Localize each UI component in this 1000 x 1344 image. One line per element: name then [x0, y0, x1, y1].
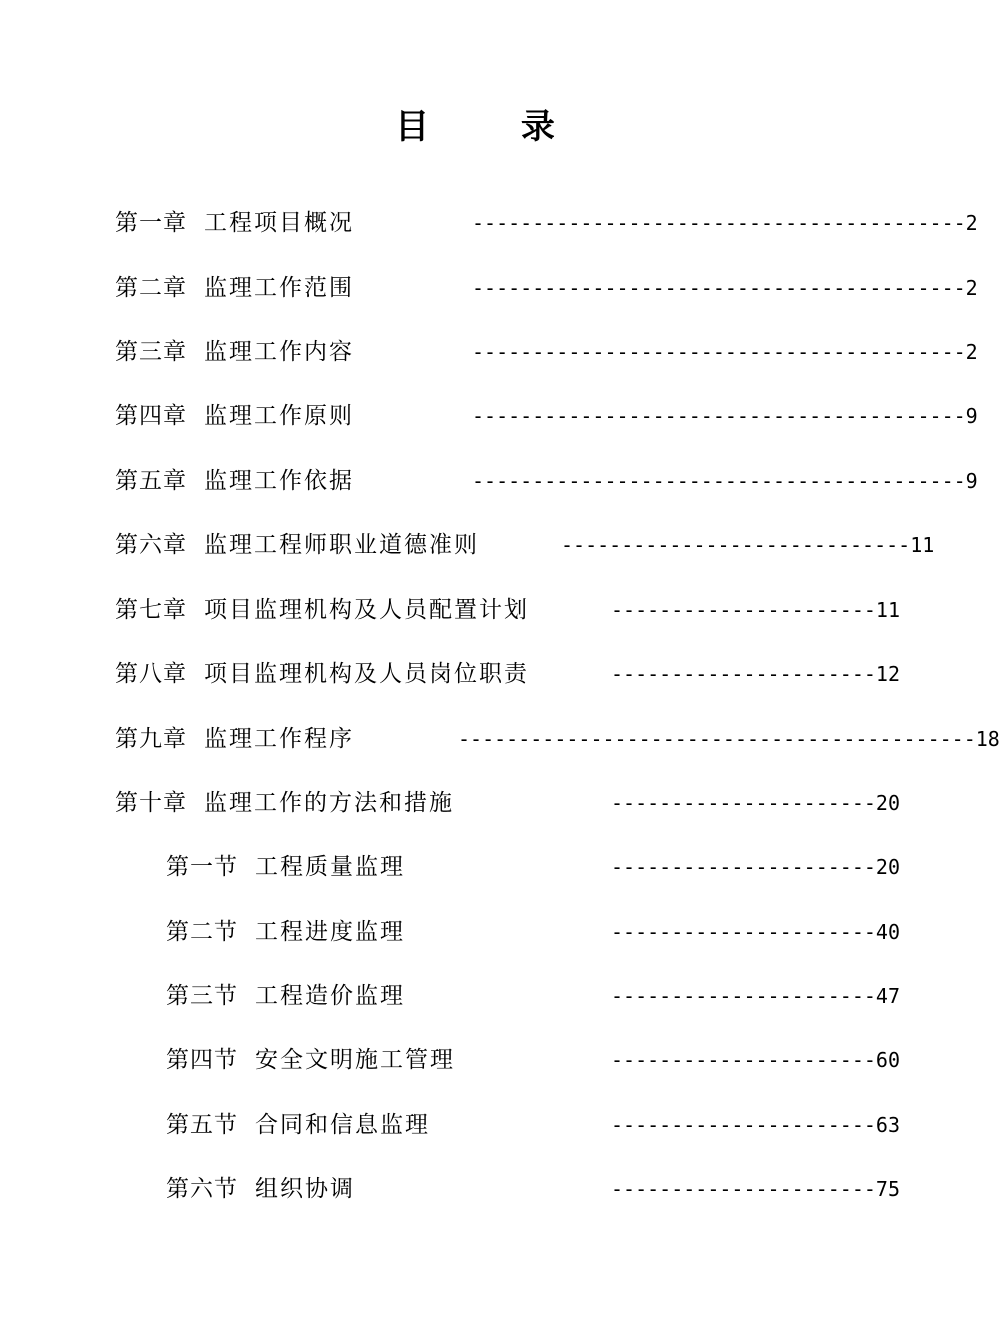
toc-entry-leader-page: -----------------------------------------9 — [472, 404, 978, 428]
toc-entry-leader-page: ----------------------11 — [611, 598, 900, 622]
toc-entry-number: 第八章 — [115, 661, 187, 687]
toc-entry-chapter-9[interactable] — [115, 722, 1000, 756]
toc-entry-number: 第二节 — [166, 919, 238, 945]
toc-entry-title: 工程质量监理 — [255, 854, 405, 880]
toc-entry-chapter-10[interactable] — [115, 786, 900, 820]
toc-entry-number: 第三节 — [166, 983, 238, 1009]
toc-entry-leader-page: ----------------------20 — [611, 791, 900, 815]
toc-entry-chapter-6[interactable] — [115, 528, 935, 562]
toc-entry-number: 第十章 — [115, 790, 187, 816]
toc-entry-leader-page: -----------------------------------------9 — [472, 469, 978, 493]
toc-entry-section-5[interactable] — [166, 1108, 900, 1142]
toc-entry-leader-page: ----------------------12 — [611, 662, 900, 686]
toc-entry-title: 监理工作范围 — [204, 275, 354, 301]
toc-entry-title: 项目监理机构及人员配置计划 — [204, 597, 529, 623]
toc-entry-title: 合同和信息监理 — [255, 1112, 430, 1138]
toc-entry-number: 第四章 — [115, 403, 187, 429]
toc-entry-leader-page: ----------------------63 — [611, 1113, 900, 1137]
toc-entry-title: 监理工程师职业道德准则 — [204, 532, 479, 558]
toc-entry-number: 第七章 — [115, 597, 187, 623]
toc-entry-section-2[interactable] — [166, 915, 900, 949]
toc-entry-title: 监理工作原则 — [204, 403, 354, 429]
toc-entry-leader-page: ----------------------40 — [611, 920, 900, 944]
toc-entry-chapter-7[interactable] — [115, 593, 900, 627]
page-title: 目 录 — [395, 107, 595, 147]
toc-entry-leader-page: -------------------------------------------18 — [458, 727, 1000, 751]
toc-entry-number: 第四节 — [166, 1047, 238, 1073]
toc-entry-section-6[interactable] — [166, 1172, 900, 1206]
toc-entry-chapter-4[interactable] — [115, 399, 978, 433]
toc-entry-leader-page: -----------------------------------------2 — [472, 340, 978, 364]
toc-entry-leader-page: ----------------------47 — [611, 984, 900, 1008]
toc-entry-number: 第九章 — [115, 726, 187, 752]
toc-entry-title: 项目监理机构及人员岗位职责 — [204, 661, 529, 687]
toc-entry-leader-page: -----------------------------------------2 — [472, 211, 978, 235]
toc-entry-chapter-8[interactable] — [115, 657, 900, 691]
toc-entry-title: 工程造价监理 — [255, 983, 405, 1009]
toc-entry-title: 工程进度监理 — [255, 919, 405, 945]
toc-entry-leader-page: ----------------------75 — [611, 1177, 900, 1201]
toc-entry-title: 安全文明施工管理 — [255, 1047, 455, 1073]
toc-entry-chapter-1[interactable] — [115, 206, 978, 240]
toc-entry-title: 监理工作内容 — [204, 339, 354, 365]
toc-entry-chapter-5[interactable] — [115, 464, 978, 498]
toc-entry-title: 监理工作依据 — [204, 468, 354, 494]
toc-entry-leader-page: -----------------------------------------2 — [472, 276, 978, 300]
toc-entry-leader-page: ----------------------60 — [611, 1048, 900, 1072]
toc-entry-number: 第六节 — [166, 1176, 238, 1202]
toc-entry-number: 第六章 — [115, 532, 187, 558]
toc-entry-section-1[interactable] — [166, 850, 900, 884]
toc-entry-number: 第五章 — [115, 468, 187, 494]
toc-entry-number: 第一章 — [115, 210, 187, 236]
toc-entry-title: 监理工作的方法和措施 — [204, 790, 454, 816]
toc-entry-chapter-3[interactable] — [115, 335, 978, 369]
toc-entry-title: 组织协调 — [255, 1176, 355, 1202]
toc-entry-chapter-2[interactable] — [115, 271, 978, 305]
toc-entry-section-4[interactable] — [166, 1043, 900, 1077]
toc-entry-leader-page: -----------------------------11 — [561, 533, 935, 557]
toc-entry-section-3[interactable] — [166, 979, 900, 1013]
toc-entry-number: 第一节 — [166, 854, 238, 880]
toc-entry-leader-page: ----------------------20 — [611, 855, 900, 879]
toc-entry-number: 第二章 — [115, 275, 187, 301]
toc-entry-number: 第三章 — [115, 339, 187, 365]
toc-entry-number: 第五节 — [166, 1112, 238, 1138]
toc-entry-title: 工程项目概况 — [204, 210, 354, 236]
toc-entry-title: 监理工作程序 — [204, 726, 354, 752]
